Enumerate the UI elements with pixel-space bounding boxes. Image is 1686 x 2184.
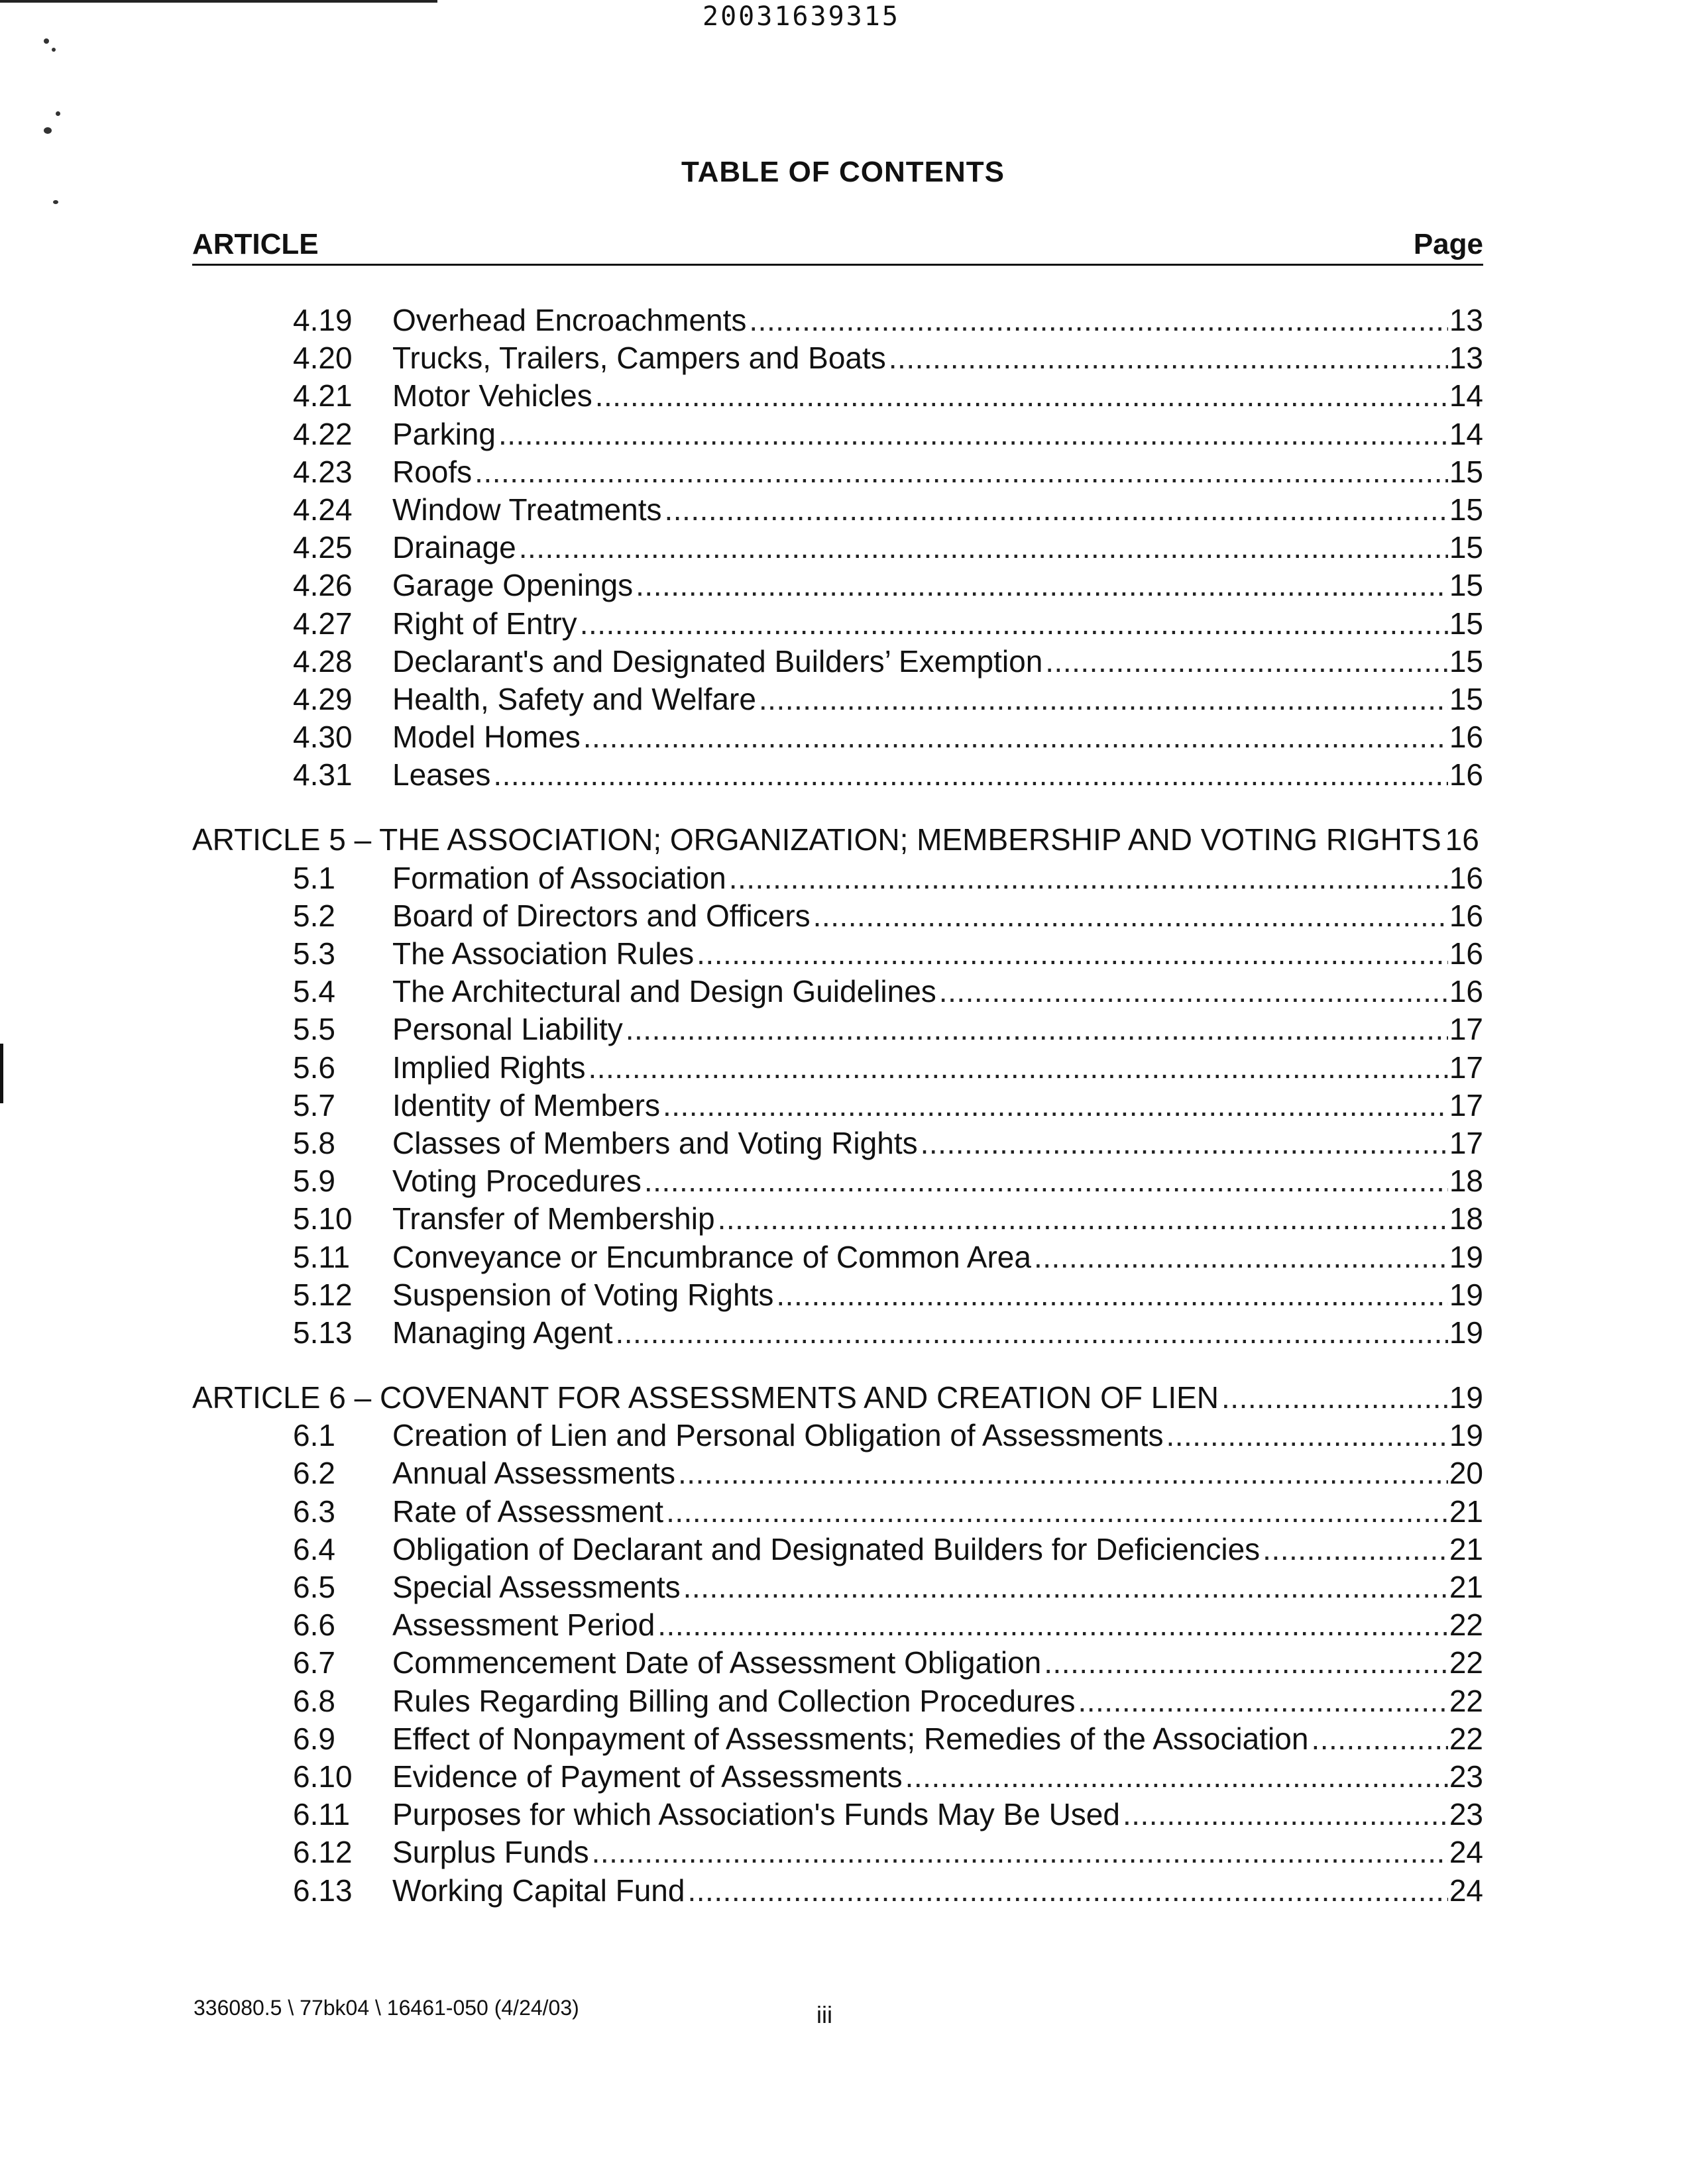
section-title: Model Homes bbox=[392, 720, 581, 755]
toc-section-row bbox=[192, 1124, 1483, 1162]
dot-leader bbox=[813, 897, 1448, 935]
toc-section-row bbox=[192, 756, 1483, 794]
entry-line bbox=[392, 1162, 1483, 1200]
section-number: 5.9 bbox=[293, 1164, 335, 1199]
dot-leader bbox=[595, 377, 1448, 415]
toc-section-row bbox=[192, 339, 1483, 377]
document-id: 20031639315 bbox=[702, 1, 900, 32]
toc-list bbox=[192, 301, 1483, 1910]
section-title: Classes of Members and Voting Rights bbox=[392, 1125, 918, 1160]
page-column-header: Page bbox=[1413, 228, 1483, 260]
toc-section-row bbox=[192, 1276, 1483, 1314]
dot-leader bbox=[1263, 1531, 1448, 1568]
entry-line bbox=[392, 1454, 1483, 1492]
page-number: 22 bbox=[1449, 1721, 1483, 1756]
toc-section-row bbox=[192, 1644, 1483, 1682]
section-number: 4.28 bbox=[293, 643, 353, 679]
toc-section-row bbox=[192, 605, 1483, 643]
scan-speck bbox=[44, 38, 49, 44]
toc-section-row bbox=[192, 1796, 1483, 1833]
section-number: 5.13 bbox=[293, 1315, 353, 1350]
section-title: Implied Rights bbox=[392, 1050, 586, 1085]
dot-leader bbox=[729, 859, 1448, 897]
section-number: 5.10 bbox=[293, 1201, 353, 1236]
entry-line bbox=[392, 935, 1483, 973]
page-number: 16 bbox=[1449, 898, 1483, 933]
dot-leader bbox=[889, 339, 1448, 377]
toc-section-row bbox=[192, 1493, 1483, 1531]
article-title: ARTICLE 5 – THE ASSOCIATION; ORGANIZATION; MEMBERSHIP AND VOTING RIGHTS bbox=[192, 822, 1441, 857]
dot-leader bbox=[905, 1758, 1448, 1796]
entry-line bbox=[392, 339, 1483, 377]
page-number: 16 bbox=[1445, 822, 1479, 857]
article-column-header: ARTICLE bbox=[192, 228, 319, 260]
section-number: 5.4 bbox=[293, 974, 335, 1009]
page-number: 19 bbox=[1449, 1277, 1483, 1312]
section-title: Roofs bbox=[392, 454, 473, 489]
section-number: 5.8 bbox=[293, 1125, 335, 1160]
page-number: 13 bbox=[1449, 303, 1483, 337]
dot-leader bbox=[1166, 1417, 1447, 1454]
page-number: 21 bbox=[1449, 1494, 1483, 1529]
section-title: Voting Procedures bbox=[392, 1164, 642, 1199]
dot-leader bbox=[666, 1493, 1448, 1531]
page-number: 24 bbox=[1449, 1835, 1483, 1870]
dot-leader bbox=[657, 1606, 1448, 1644]
toc-section-row bbox=[192, 1531, 1483, 1568]
toc-section-row bbox=[192, 643, 1483, 681]
section-title: Drainage bbox=[392, 530, 516, 565]
entry-line bbox=[392, 681, 1483, 718]
page-number: 16 bbox=[1449, 860, 1483, 895]
entry-line bbox=[192, 1379, 1483, 1417]
entry-line bbox=[392, 859, 1483, 897]
section-title: Window Treatments bbox=[392, 492, 662, 527]
toc-section-row bbox=[192, 377, 1483, 415]
section-title: Evidence of Payment of Assessments bbox=[392, 1759, 903, 1794]
entry-line bbox=[392, 1568, 1483, 1606]
section-number: 6.12 bbox=[293, 1835, 353, 1870]
entry-line bbox=[392, 1417, 1483, 1454]
section-title: Effect of Nonpayment of Assessments; Remedies of the Association bbox=[392, 1721, 1309, 1756]
section-title: Garage Openings bbox=[392, 568, 634, 603]
dot-leader bbox=[1221, 1379, 1448, 1417]
section-number: 4.19 bbox=[293, 303, 353, 337]
entry-line bbox=[392, 1531, 1483, 1568]
dot-leader bbox=[697, 935, 1448, 973]
section-number: 4.30 bbox=[293, 720, 353, 755]
page-number: 22 bbox=[1449, 1608, 1483, 1643]
toc-header bbox=[192, 225, 1483, 266]
article-title: ARTICLE 6 – COVENANT FOR ASSESSMENTS AND CREATION OF LIEN bbox=[192, 1380, 1219, 1415]
section-title: Leases bbox=[392, 757, 491, 792]
toc-section-row bbox=[192, 1417, 1483, 1454]
toc-section-row bbox=[192, 973, 1483, 1010]
entry-line bbox=[392, 1087, 1483, 1124]
section-number: 5.6 bbox=[293, 1050, 335, 1085]
toc-section-row bbox=[192, 1833, 1483, 1871]
dot-leader bbox=[493, 756, 1447, 794]
section-title: Managing Agent bbox=[392, 1315, 613, 1350]
entry-line bbox=[392, 1872, 1483, 1910]
entry-line bbox=[392, 1833, 1483, 1871]
section-title: Working Capital Fund bbox=[392, 1873, 685, 1908]
dot-leader bbox=[1078, 1682, 1447, 1720]
section-number: 6.4 bbox=[293, 1531, 335, 1566]
entry-line bbox=[392, 1010, 1483, 1048]
section-title: Commencement Date of Assessment Obligation bbox=[392, 1645, 1042, 1680]
section-title: Surplus Funds bbox=[392, 1835, 589, 1870]
toc-section-row bbox=[192, 301, 1483, 339]
section-number: 5.1 bbox=[293, 860, 335, 895]
dot-leader bbox=[1311, 1720, 1447, 1758]
section-title: Assessment Period bbox=[392, 1608, 655, 1643]
toc-section-row bbox=[192, 1758, 1483, 1796]
entry-line bbox=[392, 1644, 1483, 1682]
section-title: Overhead Encroachments bbox=[392, 303, 747, 337]
toc-section-row bbox=[192, 491, 1483, 529]
toc-section-row bbox=[192, 681, 1483, 718]
section-number: 6.1 bbox=[293, 1418, 335, 1453]
toc-section-row bbox=[192, 529, 1483, 567]
dot-leader bbox=[687, 1872, 1447, 1910]
section-number: 5.11 bbox=[293, 1239, 351, 1274]
page-title: TABLE OF CONTENTS bbox=[681, 156, 1005, 188]
section-title: Purposes for which Association's Funds May Be Used bbox=[392, 1797, 1120, 1832]
toc-section-row bbox=[192, 453, 1483, 491]
page-number: 20 bbox=[1449, 1456, 1483, 1491]
section-number: 4.25 bbox=[293, 530, 353, 565]
section-title: Annual Assessments bbox=[392, 1456, 676, 1491]
scan-speck bbox=[44, 127, 52, 134]
toc-section-row bbox=[192, 897, 1483, 935]
page-number: 17 bbox=[1449, 1125, 1483, 1160]
entry-line bbox=[392, 1200, 1483, 1238]
section-number: 6.3 bbox=[293, 1494, 335, 1529]
page-number: 19 bbox=[1449, 1380, 1483, 1415]
dot-leader bbox=[592, 1833, 1448, 1871]
footer-page-number: iii bbox=[816, 2001, 832, 2028]
page-number: 14 bbox=[1449, 416, 1483, 451]
entry-line bbox=[392, 1049, 1483, 1087]
toc-article-row bbox=[192, 1379, 1483, 1417]
dot-leader bbox=[519, 529, 1448, 567]
page-number: 17 bbox=[1449, 1012, 1483, 1047]
section-title: Parking bbox=[392, 416, 496, 451]
section-number: 5.2 bbox=[293, 898, 335, 933]
toc-section-row bbox=[192, 1314, 1483, 1352]
section-number: 4.31 bbox=[293, 757, 353, 792]
page-number: 17 bbox=[1449, 1087, 1483, 1122]
scan-speck bbox=[56, 111, 60, 116]
entry-line bbox=[392, 1238, 1483, 1276]
section-title: Obligation of Declarant and Designated Builders for Deficiencies bbox=[392, 1531, 1261, 1566]
section-number: 6.11 bbox=[293, 1797, 351, 1832]
dot-leader bbox=[498, 415, 1448, 453]
toc-section-row bbox=[192, 1720, 1483, 1758]
page-number: 24 bbox=[1449, 1873, 1483, 1908]
entry-line bbox=[392, 1796, 1483, 1833]
section-number: 5.3 bbox=[293, 936, 335, 971]
dot-leader bbox=[1045, 643, 1448, 681]
entry-line bbox=[392, 643, 1483, 681]
section-number: 6.8 bbox=[293, 1683, 335, 1718]
section-number: 4.24 bbox=[293, 492, 353, 527]
dot-leader bbox=[718, 1200, 1448, 1238]
dot-leader bbox=[1123, 1796, 1448, 1833]
section-title: Right of Entry bbox=[392, 606, 577, 641]
page-number: 17 bbox=[1449, 1050, 1483, 1085]
dot-leader bbox=[644, 1162, 1448, 1200]
entry-line bbox=[392, 1720, 1483, 1758]
page-number: 22 bbox=[1449, 1645, 1483, 1680]
section-title: Declarant's and Designated Builders’ Exemption bbox=[392, 643, 1043, 679]
footer-doc-ref: 336080.5 \ 77bk04 \ 16461-050 (4/24/03) bbox=[194, 1996, 579, 2020]
toc-section-row bbox=[192, 1682, 1483, 1720]
entry-line bbox=[392, 415, 1483, 453]
dot-leader bbox=[664, 491, 1447, 529]
page-number: 15 bbox=[1449, 606, 1483, 641]
section-title: Board of Directors and Officers bbox=[392, 898, 811, 933]
dot-leader bbox=[475, 453, 1448, 491]
top-edge-line bbox=[0, 0, 437, 3]
section-number: 6.2 bbox=[293, 1456, 335, 1491]
page-number: 15 bbox=[1449, 492, 1483, 527]
toc-section-row bbox=[192, 1010, 1483, 1048]
page-number: 14 bbox=[1449, 378, 1483, 413]
page-number: 16 bbox=[1449, 720, 1483, 755]
section-number: 6.5 bbox=[293, 1570, 335, 1604]
section-title: Transfer of Membership bbox=[392, 1201, 715, 1236]
page-number: 13 bbox=[1449, 341, 1483, 376]
page-number: 15 bbox=[1449, 530, 1483, 565]
dot-leader bbox=[626, 1010, 1448, 1048]
toc-section-row bbox=[192, 1162, 1483, 1200]
section-title: The Architectural and Design Guidelines bbox=[392, 974, 936, 1009]
page-number: 15 bbox=[1449, 454, 1483, 489]
toc-section-row bbox=[192, 1872, 1483, 1910]
entry-line bbox=[392, 1314, 1483, 1352]
dot-leader bbox=[663, 1087, 1448, 1124]
section-number: 4.20 bbox=[293, 341, 353, 376]
section-number: 4.26 bbox=[293, 568, 353, 603]
entry-line bbox=[392, 1124, 1483, 1162]
entry-line bbox=[392, 377, 1483, 415]
section-number: 5.12 bbox=[293, 1277, 353, 1312]
entry-line bbox=[392, 1276, 1483, 1314]
entry-line bbox=[392, 605, 1483, 643]
section-title: Conveyance or Encumbrance of Common Area bbox=[392, 1239, 1031, 1274]
entry-line bbox=[392, 718, 1483, 756]
section-number: 6.9 bbox=[293, 1721, 335, 1756]
section-number: 4.21 bbox=[293, 378, 353, 413]
section-number: 5.5 bbox=[293, 1012, 335, 1047]
scan-speck bbox=[53, 200, 58, 204]
page-number: 19 bbox=[1449, 1418, 1483, 1453]
dot-leader bbox=[759, 681, 1448, 718]
section-number: 6.7 bbox=[293, 1645, 335, 1680]
entry-line bbox=[392, 897, 1483, 935]
section-number: 4.22 bbox=[293, 416, 353, 451]
section-number: 5.7 bbox=[293, 1087, 335, 1122]
section-title: Health, Safety and Welfare bbox=[392, 681, 756, 716]
entry-line bbox=[392, 301, 1483, 339]
entry-line bbox=[392, 529, 1483, 567]
dot-leader bbox=[583, 718, 1448, 756]
section-number: 6.13 bbox=[293, 1873, 353, 1908]
section-title: Rules Regarding Billing and Collection Procedures bbox=[392, 1683, 1076, 1718]
page-number: 18 bbox=[1449, 1164, 1483, 1199]
section-number: 4.27 bbox=[293, 606, 353, 641]
page-number: 15 bbox=[1449, 681, 1483, 716]
page-number: 18 bbox=[1449, 1201, 1483, 1236]
page-number: 15 bbox=[1449, 568, 1483, 603]
section-title: Identity of Members bbox=[392, 1087, 660, 1122]
toc-section-row bbox=[192, 935, 1483, 973]
dot-leader bbox=[1044, 1644, 1448, 1682]
toc-section-row bbox=[192, 1238, 1483, 1276]
entry-line bbox=[392, 1682, 1483, 1720]
scan-margin-mark bbox=[0, 1044, 3, 1103]
page-number: 22 bbox=[1449, 1683, 1483, 1718]
toc-section-row bbox=[192, 1200, 1483, 1238]
toc-section-row bbox=[192, 1049, 1483, 1087]
section-title: Creation of Lien and Personal Obligation of Assessments bbox=[392, 1418, 1164, 1453]
entry-line bbox=[392, 491, 1483, 529]
dot-leader bbox=[683, 1568, 1448, 1606]
entry-line bbox=[192, 821, 1483, 859]
dot-leader bbox=[580, 605, 1448, 643]
dot-leader bbox=[921, 1124, 1448, 1162]
dot-leader bbox=[776, 1276, 1447, 1314]
dot-leader bbox=[588, 1049, 1447, 1087]
section-title: Personal Liability bbox=[392, 1012, 623, 1047]
toc-section-row bbox=[192, 1606, 1483, 1644]
entry-line bbox=[392, 453, 1483, 491]
entry-line bbox=[392, 1493, 1483, 1531]
page-number: 21 bbox=[1449, 1531, 1483, 1566]
toc-article-row bbox=[192, 821, 1483, 859]
entry-line bbox=[392, 1606, 1483, 1644]
entry-line bbox=[392, 973, 1483, 1010]
page-number: 15 bbox=[1449, 643, 1483, 679]
section-title: Formation of Association bbox=[392, 860, 726, 895]
dot-leader bbox=[678, 1454, 1448, 1492]
entry-line bbox=[392, 567, 1483, 604]
dot-leader bbox=[749, 301, 1447, 339]
entry-line bbox=[392, 1758, 1483, 1796]
section-number: 4.23 bbox=[293, 454, 353, 489]
page-number: 16 bbox=[1449, 936, 1483, 971]
page-number: 19 bbox=[1449, 1239, 1483, 1274]
section-title: Motor Vehicles bbox=[392, 378, 592, 413]
page-number: 21 bbox=[1449, 1570, 1483, 1604]
page-number: 19 bbox=[1449, 1315, 1483, 1350]
section-number: 4.29 bbox=[293, 681, 353, 716]
page-number: 16 bbox=[1449, 757, 1483, 792]
dot-leader bbox=[616, 1314, 1448, 1352]
toc-section-row bbox=[192, 1568, 1483, 1606]
section-title: Trucks, Trailers, Campers and Boats bbox=[392, 341, 886, 376]
section-title: Suspension of Voting Rights bbox=[392, 1277, 774, 1312]
toc-section-row bbox=[192, 567, 1483, 604]
section-title: Rate of Assessment bbox=[392, 1494, 664, 1529]
dot-leader bbox=[1034, 1238, 1448, 1276]
page-number: 23 bbox=[1449, 1797, 1483, 1832]
toc-section-row bbox=[192, 1087, 1483, 1124]
page-number: 23 bbox=[1449, 1759, 1483, 1794]
toc-section-row bbox=[192, 415, 1483, 453]
scan-speck bbox=[52, 48, 56, 52]
toc-section-row bbox=[192, 1454, 1483, 1492]
toc-section-row bbox=[192, 859, 1483, 897]
section-title: Special Assessments bbox=[392, 1570, 681, 1604]
section-title: The Association Rules bbox=[392, 936, 695, 971]
section-number: 6.6 bbox=[293, 1608, 335, 1643]
entry-line bbox=[392, 756, 1483, 794]
section-number: 6.10 bbox=[293, 1759, 353, 1794]
page-number: 16 bbox=[1449, 974, 1483, 1009]
toc-section-row bbox=[192, 718, 1483, 756]
dot-leader bbox=[636, 567, 1448, 604]
dot-leader bbox=[939, 973, 1448, 1010]
